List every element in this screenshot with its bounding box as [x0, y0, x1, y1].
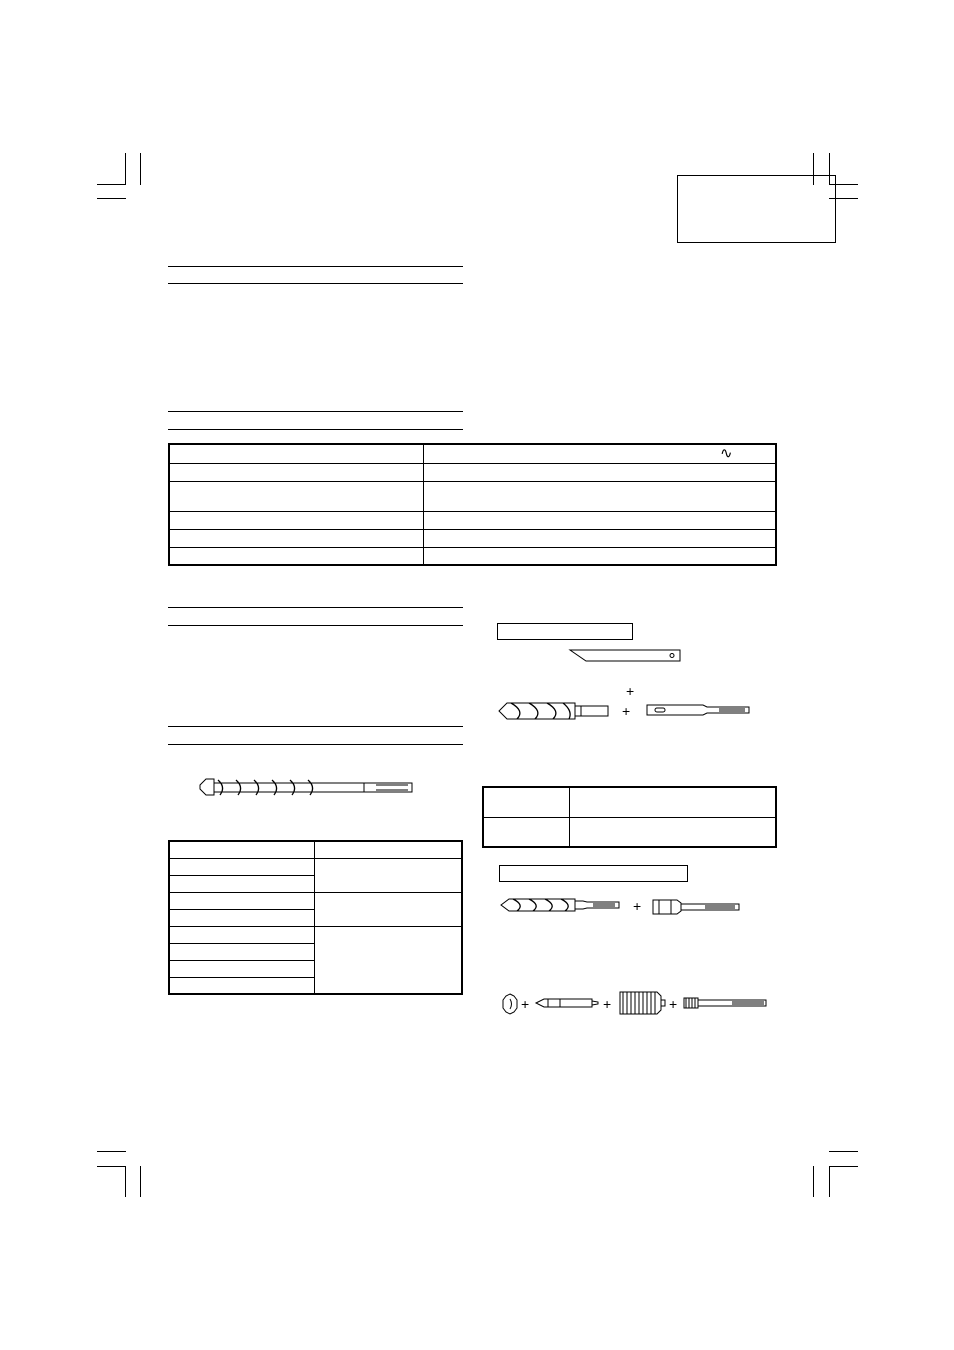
accessory-label-box: [499, 865, 688, 882]
sds-max-bit-icon: [198, 775, 416, 801]
table-row: [483, 787, 570, 817]
shank-adapter-icon: [682, 996, 770, 1010]
spec-value: [424, 463, 777, 481]
sds-drill-bit-icon: [499, 895, 623, 915]
bit-table-header: [315, 841, 463, 858]
spec-label: [169, 463, 424, 481]
drill-chuck-adapter-icon: [651, 896, 743, 918]
table-row: [570, 787, 777, 817]
cotter-icon: [568, 647, 682, 663]
spec-value: [424, 444, 777, 463]
spec-label: [169, 444, 424, 463]
drill-bit-straight-icon: [497, 699, 611, 723]
table-row: [169, 926, 315, 943]
ac-symbol: ∿: [720, 445, 733, 462]
bit-group: [315, 892, 463, 926]
spec-value: [424, 481, 777, 511]
spec-value: [424, 529, 777, 547]
table-row: [169, 943, 315, 960]
spec-table: [168, 443, 777, 566]
plus-sign: +: [603, 996, 612, 1012]
spec-label: [169, 511, 424, 529]
table-row: [169, 875, 315, 892]
bit-table: [168, 840, 463, 995]
bit-group: [315, 926, 463, 994]
plus-sign: +: [622, 703, 631, 719]
spec-value: [424, 511, 777, 529]
table-row: [169, 977, 315, 994]
core-bit-icon: [617, 989, 667, 1017]
table-row: [483, 817, 570, 847]
page-tab-box: [677, 175, 836, 243]
spring-icon: [501, 993, 519, 1015]
table-row: [169, 909, 315, 926]
plus-sign: +: [626, 683, 635, 699]
spec-label: [169, 547, 424, 565]
table-row: [169, 960, 315, 977]
spec-label: [169, 529, 424, 547]
spec-label: [169, 481, 424, 511]
table-row: [570, 817, 777, 847]
table-row: [169, 892, 315, 909]
table-row: [169, 858, 315, 875]
center-pin-icon: [534, 996, 600, 1010]
plus-sign: +: [521, 996, 530, 1012]
adapter-table: [482, 786, 777, 848]
accessory-label-box: [497, 623, 633, 640]
plus-sign: +: [669, 996, 678, 1012]
bit-table-header: [169, 841, 315, 858]
spec-value: [424, 547, 777, 565]
plus-sign: +: [633, 898, 642, 914]
bit-group: [315, 858, 463, 892]
taper-shank-adapter-icon: [645, 702, 753, 718]
